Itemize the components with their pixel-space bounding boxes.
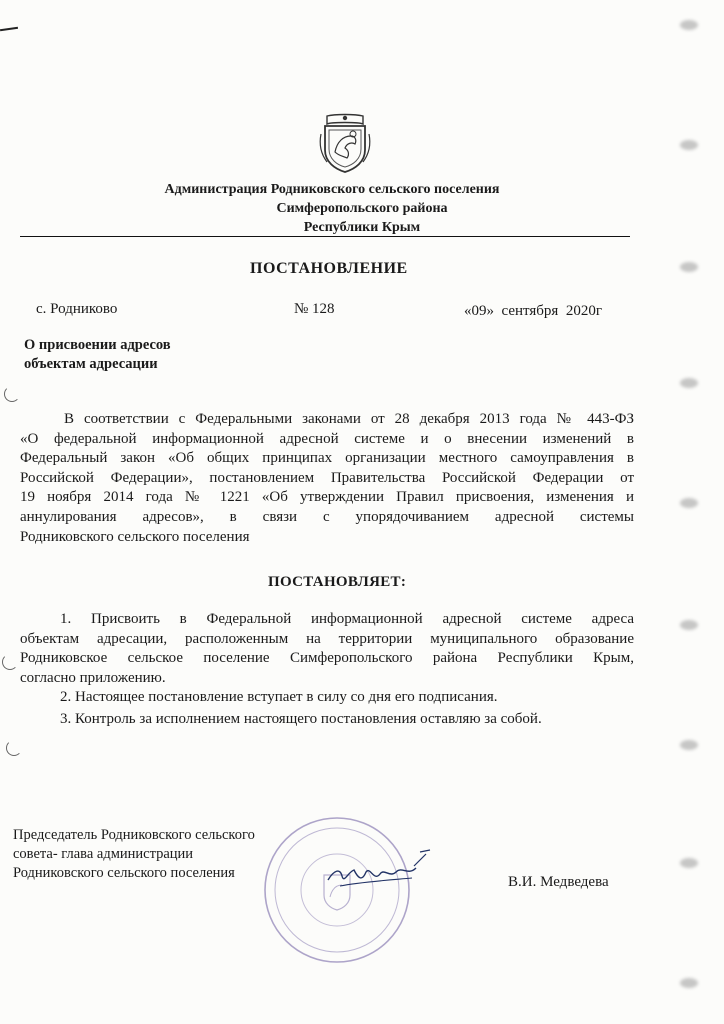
header-org-name: Администрация Родниковского сельского поселения (164, 182, 500, 197)
signature-title-line: Председатель Родниковского сельского (13, 827, 255, 843)
header-divider (20, 236, 630, 237)
edge-mark (0, 27, 18, 31)
subject-line: О присвоении адресов (24, 337, 171, 353)
item-1-line: объектам адресации, расположенным на территории муниципального образование (20, 630, 634, 647)
punch-hole (680, 262, 698, 272)
document-date: «09» сентября 2020г (464, 303, 602, 319)
punch-hole (680, 858, 698, 868)
subject-line: объектам адресации (24, 356, 158, 372)
preamble-line: аннулирования адресов», в связи с упорядочиванием адресной системы (20, 508, 634, 525)
punch-hole (680, 378, 698, 388)
punch-hole (680, 140, 698, 150)
item-1-line: Родниковское сельское поселение Симферопольского района Республики Крым, (20, 650, 634, 667)
signature-title-line: Родниковского сельского поселения (13, 865, 235, 881)
handwritten-signature (320, 848, 440, 898)
header-republic: Республики Крым (303, 220, 421, 235)
document-subject (24, 336, 171, 374)
preamble-line: Родниковского сельского поселения (20, 528, 250, 545)
signer-name: В.И. Медведева (508, 874, 609, 890)
punch-hole (680, 978, 698, 988)
item-2: 2. Настоящее постановление вступает в силу со дня его подписания. (60, 689, 498, 705)
edge-arc (6, 740, 22, 756)
document-place: с. Родниково (36, 301, 118, 317)
punch-hole (680, 620, 698, 630)
item-3: 3. Контроль за исполнением настоящего постановления оставляю за собой. (60, 711, 542, 727)
preamble-line: Российской Федерации», постановлением Правительства Российской Федерации от (20, 469, 634, 486)
preamble-line: В соответствии с Федеральными законами от 28 декабря 2013 года № 443-ФЗ (64, 411, 634, 427)
punch-hole (680, 498, 698, 508)
resolve-heading: ПОСТАНОВЛЯЕТ: (268, 574, 407, 590)
preamble-paragraph (20, 410, 634, 547)
document-number: № 128 (294, 301, 335, 317)
punch-hole (680, 20, 698, 30)
document-title: ПОСТАНОВЛЕНИЕ (250, 260, 408, 277)
signature-title-line: совета- глава администрации (13, 846, 194, 862)
signature-block (13, 826, 255, 883)
coat-of-arms-icon (317, 112, 373, 174)
preamble-line: «О федеральной информационной адресной системе и о внесении изменений в (20, 430, 634, 447)
item-1-line: согласно приложению. (20, 669, 166, 686)
header-district: Симферопольского района (276, 201, 448, 216)
edge-arc (2, 654, 18, 670)
preamble-line: Федеральный закон «Об общих принципах организации местного самоуправления в (20, 450, 634, 467)
preamble-line: 19 ноября 2014 года № 1221 «Об утверждении Правил присвоения, изменения и (20, 489, 634, 506)
edge-arc (4, 386, 20, 402)
punch-hole (680, 740, 698, 750)
item-1-line: 1. Присвоить в Федеральной информационной адресной системе адреса (60, 611, 634, 627)
item-1 (20, 610, 634, 688)
